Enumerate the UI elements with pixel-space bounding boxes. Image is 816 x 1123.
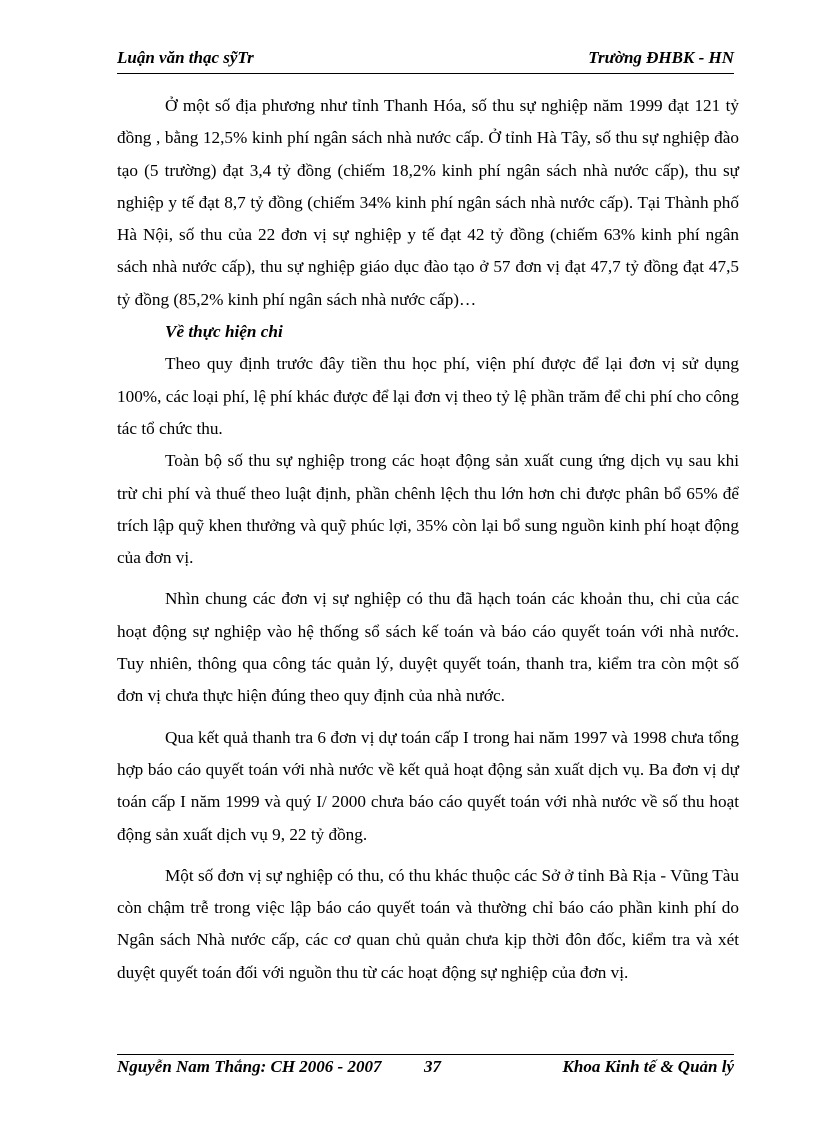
page-header <box>117 48 734 72</box>
footer-rule <box>117 1054 734 1055</box>
paragraph-revenue-allocation: Toàn bộ số thu sự nghiệp trong các hoạt động sản xuất cung ứng dịch vụ sau khi trừ chi phí và thuế theo luật định, phần chênh lệch thu lớn hơn chi được phân bổ 65% để trích lập quỹ khen thưởng và quỹ phúc lợi, 35% còn lại bổ sung nguồn kinh phí hoạt động của đơn vị. <box>117 451 739 568</box>
header-thesis-title: Luận văn thạc sỹTr <box>117 48 254 67</box>
paragraph-accounting: Nhìn chung các đơn vị sự nghiệp có thu đã hạch toán các khoản thu, chi của các hoạt động sự nghiệp vào hệ thống sổ sách kế toán và báo cáo quyết toán với nhà nước. Tuy nhiên, thông qua công tác quản lý, duyệt quyết toán, thanh tra, kiểm tra còn một số đơn vị chưa thực hiện đúng theo quy định của nhà nước. <box>117 589 739 706</box>
paragraph-local-revenue: Ở một số địa phương như tỉnh Thanh Hóa, số thu sự nghiệp năm 1999 đạt 121 tỷ đồng , bằng 12,5% kinh phí ngân sách nhà nước cấp. Ở tỉnh Hà Tây, số thu sự nghiệp đào tạo (5 trường) đạt 3,4 tỷ đồng (chiếm 18,2% kinh phí ngân sách nhà nước cấp), thu sự nghiệp y tế đạt 8,7 tỷ đồng (chiếm 34% kinh phí ngân sách nhà nước cấp). Tại Thành phố Hà Nội, số thu của 22 đơn vị sự nghiệp y tế đạt 42 tỷ đồng (chiếm 63% kinh phí ngân sách nhà nước cấp), thu sự nghiệp giáo dục đào tạo ở 57 đơn vị đạt 47,7 tỷ đồng đạt 47,5 tỷ đồng (85,2% kinh phí ngân sách nhà nước cấp)… <box>117 96 739 309</box>
page-footer <box>117 1057 734 1083</box>
header-rule <box>117 73 734 74</box>
paragraph-inspection: Qua kết quả thanh tra 6 đơn vị dự toán cấp I trong hai năm 1997 và 1998 chưa tổng hợp báo cáo quyết toán với nhà nước về kết quả hoạt động sản xuất dịch vụ. Ba đơn vị dự toán cấp I năm 1999 và quý I/ 2000 chưa báo cáo quyết toán với nhà nước về số thu hoạt động sản xuất dịch vụ 9, 22 tỷ đồng. <box>117 727 739 844</box>
paragraph-spending-rules: Theo quy định trước đây tiền thu học phí, viện phí được để lại đơn vị sử dụng 100%, các loại phí, lệ phí khác được để lại đơn vị theo tỷ lệ phần trăm để chi phí cho công tác tổ chức thu. <box>117 354 739 438</box>
header-university: Trường ĐHBK - HN <box>588 48 734 67</box>
footer-faculty: Khoa Kinh tế & Quản lý <box>562 1057 734 1076</box>
section-heading: Về thực hiện chi <box>165 322 283 342</box>
paragraph-ba-ria-vung-tau: Một số đơn vị sự nghiệp có thu, có thu khác thuộc các Sở ở tỉnh Bà Rịa - Vũng Tàu còn chậm trễ trong việc lập báo cáo quyết toán và thường chỉ báo cáo phần kinh phí do Ngân sách Nhà nước cấp, các cơ quan chủ quản chưa kịp thời đôn đốc, kiểm tra và xét duyệt quyết toán đối với nguồn thu từ các hoạt động sự nghiệp của đơn vị. <box>117 865 739 982</box>
footer-author: Nguyễn Nam Thắng: CH 2006 - 2007 <box>117 1057 382 1076</box>
page-number: 37 <box>424 1057 441 1076</box>
page-body <box>117 90 739 989</box>
